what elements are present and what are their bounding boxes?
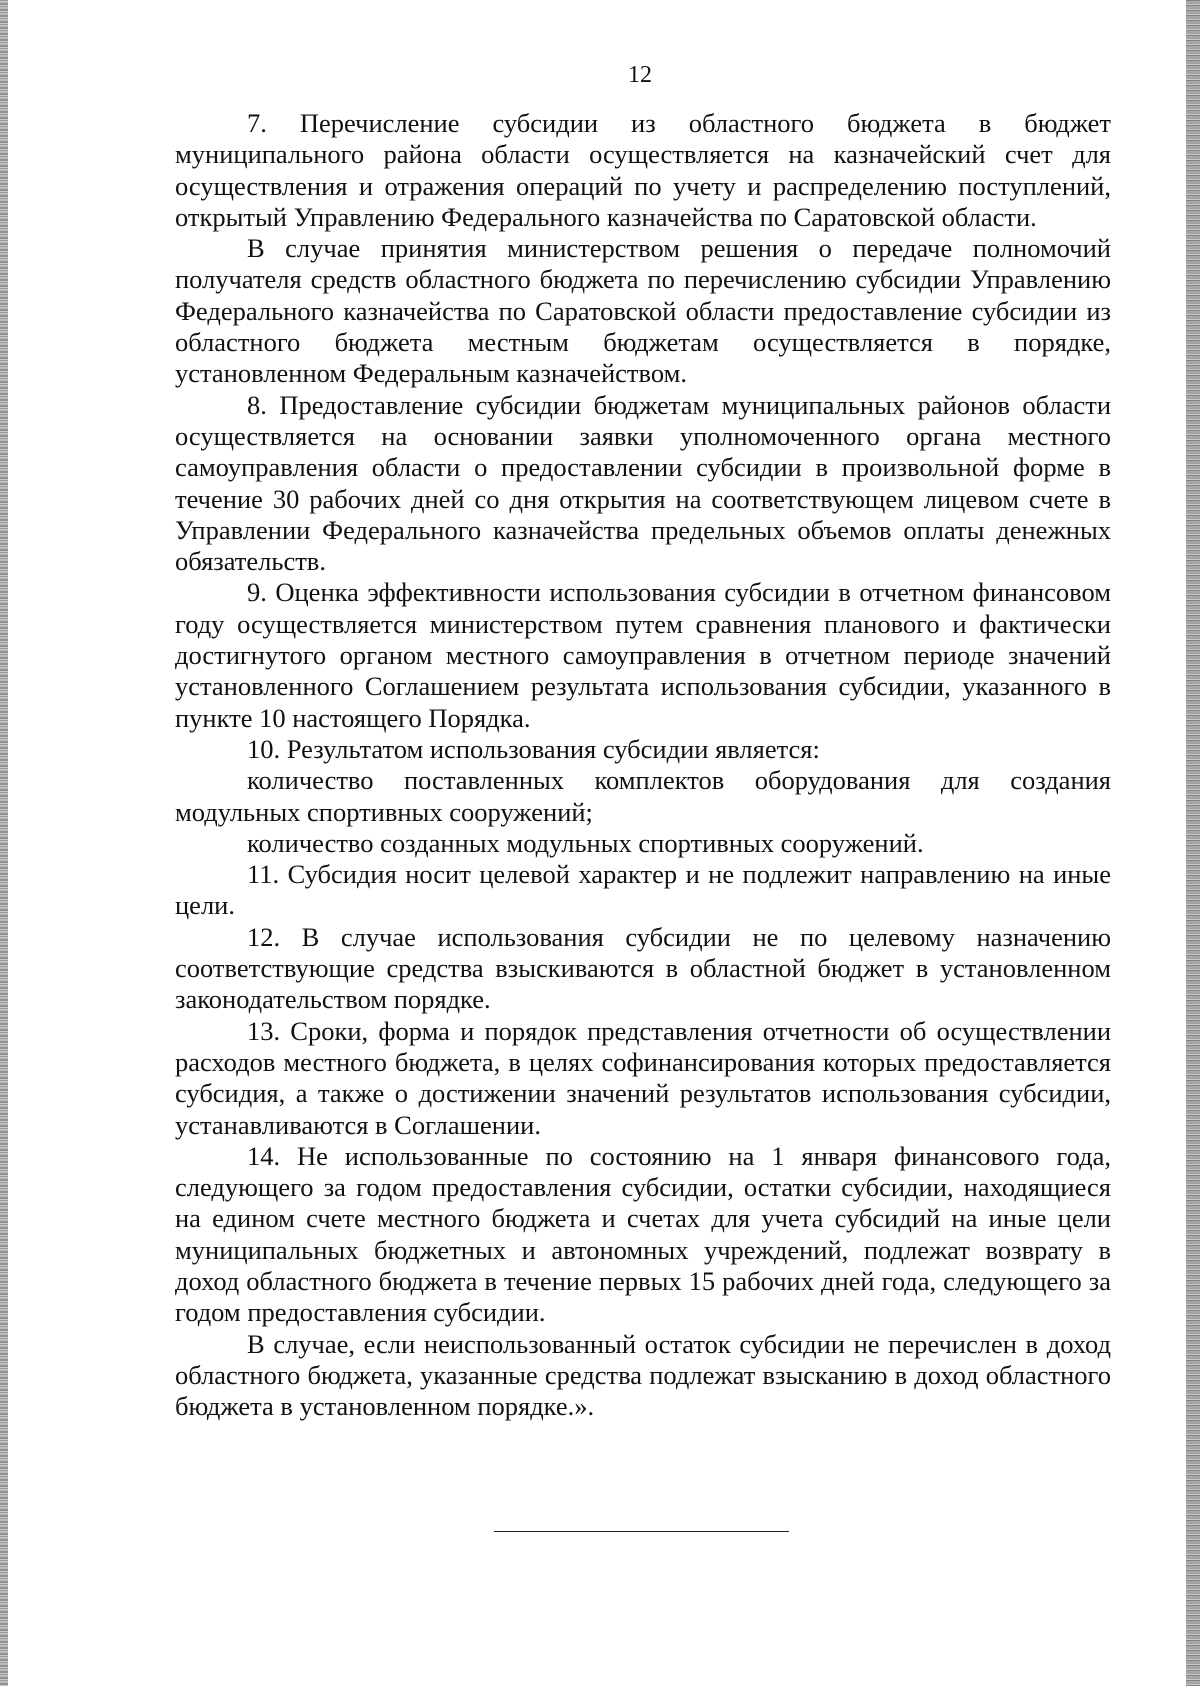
paragraph-10: 10. Результатом использования субсидии является:	[247, 733, 820, 764]
paragraph-8: 8. Предоставление субсидии бюджетам муниципальных районов области осуществляется на основании заявки уполномоченного органа местного самоуправления области о предоставлении субсидии в произвольной форме в течение 30 рабочих дней со дня открытия на соответствующем лицевом счете в Управлении Федерального казначейства предельных объемов оплаты денежных обязательств.	[175, 389, 1111, 577]
scan-edge-left	[0, 0, 8, 1686]
result-item-1: количество поставленных комплектов оборудования для создания модульных спортивных сооружений;	[175, 765, 1111, 827]
paragraph-7: 7. Перечисление субсидии из областного бюджета в бюджет муниципального района области осуществляется на казначейский счет для осуществления и отражения операций по учету и распределению поступлений, открытый Управлению Федерального казначейства по Саратовской области.	[175, 108, 1111, 232]
result-item-2: количество созданных модульных спортивных сооружений.	[247, 827, 924, 858]
paragraph-14-continuation: В случае, если неиспользованный остаток субсидии не перечислен в доход областного бюджета, указанные средства подлежат взысканию в доход областного бюджета в установленном порядке.».	[175, 1328, 1111, 1422]
paragraph-13: 13. Сроки, форма и порядок представления отчетности об осуществлении расходов местного бюджета, в целях софинансирования которых предоставляется субсидия, а также о достижении значений результатов использования субсидии, устанавливаются в Соглашении.	[175, 1015, 1111, 1140]
document-body	[175, 108, 1111, 1422]
scan-edge-right	[1186, 0, 1200, 1686]
paragraph-11: 11. Субсидия носит целевой характер и не подлежит направлению на иные цели.	[175, 859, 1111, 921]
footer-divider	[494, 1531, 789, 1532]
page-number: 12	[628, 62, 652, 88]
paragraph-12: 12. В случае использования субсидии не по целевому назначению соответствующие средства взыскиваются в областной бюджет в установленном законодательством порядке.	[175, 921, 1111, 1015]
paragraph-14: 14. Не использованные по состоянию на 1 января финансового года, следующего за годом предоставления субсидии, остатки субсидии, находящиеся на едином счете местного бюджета и счетах для учета субсидий на иные цели муниципальных бюджетных и автономных учреждений, подлежат возврату в доход областного бюджета в течение первых 15 рабочих дней года, следующего за годом предоставления субсидии.	[175, 1140, 1111, 1328]
paragraph-9: 9. Оценка эффективности использования субсидии в отчетном финансовом году осуществляется министерством путем сравнения планового и фактически достигнутого органом местного самоуправления в отчетном периоде значений установленного Соглашением результата использования субсидии, указанного в пункте 10 настоящего Порядка.	[175, 577, 1111, 733]
paragraph-7-continuation: В случае принятия министерством решения о передаче полномочий получателя средств областного бюджета по перечислению субсидии Управлению Федерального казначейства по Саратовской области предоставление субсидии из областного бюджета местным бюджетам осуществляется в порядке, установленном Федеральным казначейством.	[175, 233, 1111, 389]
